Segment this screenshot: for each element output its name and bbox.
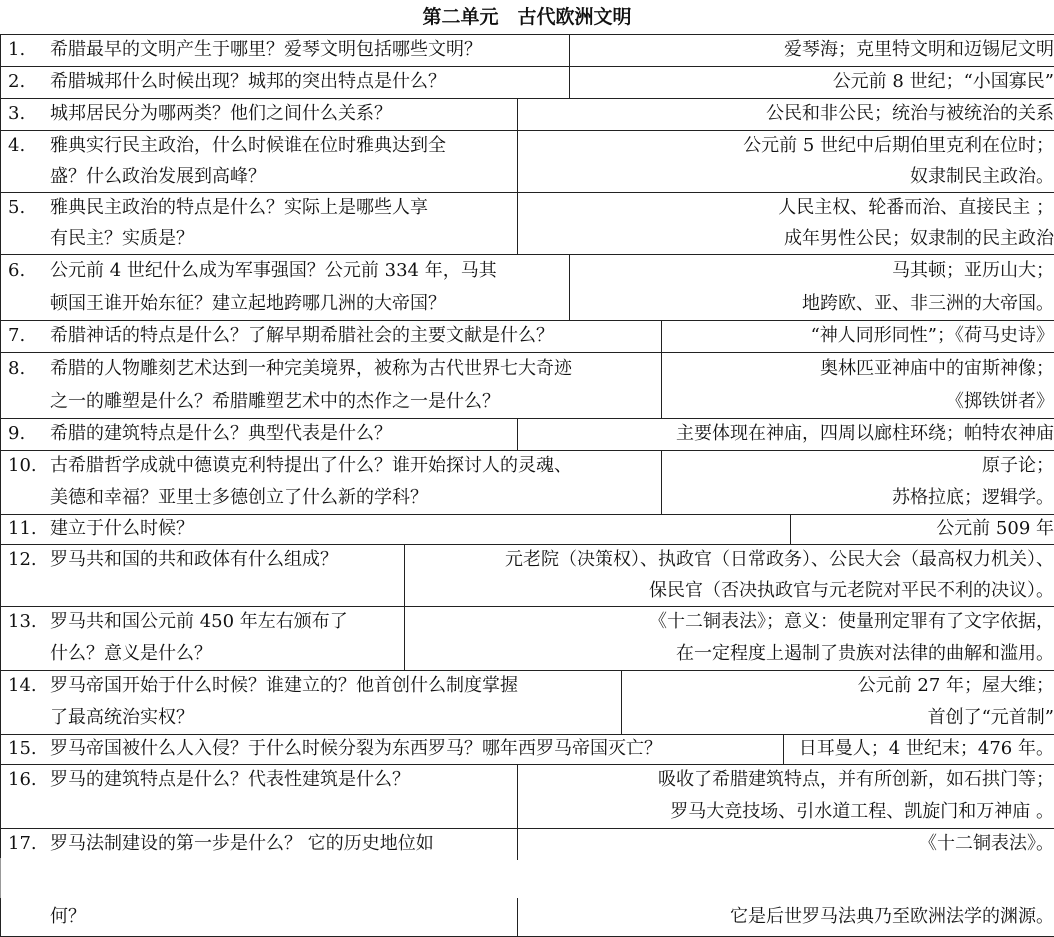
answer-text: 元老院（决策权）、执政官（日常政务）、公民大会（最高权力机关）、	[505, 549, 1054, 570]
answer-text: 马其顿；亚历山大；	[892, 260, 1054, 281]
column-border	[661, 352, 662, 418]
column-border	[517, 98, 518, 130]
column-border	[517, 828, 518, 860]
column-border	[0, 98, 1, 130]
question-text: 希腊的人物雕刻艺术达到一种完美境界，被称为古代世界七大奇迹	[50, 358, 572, 379]
answer-text: 原子论；	[982, 455, 1054, 476]
answer-text: 地跨欧、亚、非三洲的大帝国。	[802, 293, 1054, 314]
answer-text: 公元前 27 年；屋大维；	[857, 675, 1054, 696]
question-text: 公元前 4 世纪什么成为军事强国？公元前 334 年，马其	[50, 260, 497, 281]
question-text: 什么？意义是什么？	[50, 643, 212, 664]
answer-text: 保民官（否决执政官与元老院对平民不利的决议）。	[649, 580, 1054, 601]
question-text: 希腊城邦什么时候出现？城邦的突出特点是什么？	[50, 71, 446, 92]
answer-text: 公元前 509 年	[936, 518, 1054, 539]
column-border	[0, 66, 1, 98]
column-border	[517, 130, 518, 192]
question-text: 城邦居民分为哪两类？他们之间什么关系？	[50, 103, 392, 124]
column-border	[569, 66, 570, 98]
question-text: 盛？什么政治发展到高峰？	[50, 166, 266, 187]
column-border	[0, 606, 1, 670]
answer-text: 爱琴海；克里特文明和迈锡尼文明	[784, 39, 1054, 60]
question-text: 美德和幸福？亚里士多德创立了什么新的学科？	[50, 487, 428, 508]
question-text: 希腊神话的特点是什么？了解早期希腊社会的主要文献是什么？	[50, 325, 554, 346]
row-number: 12.	[8, 549, 37, 570]
column-border	[661, 320, 662, 352]
question-text: 古希腊哲学成就中德谟克利特提出了什么？谁开始探讨人的灵魂、	[50, 455, 572, 476]
column-border	[0, 130, 1, 192]
row-number: 9.	[8, 423, 26, 444]
answer-text: 日耳曼人；4 世纪末；476 年。	[798, 738, 1054, 759]
column-border	[0, 418, 1, 450]
question-text: 雅典民主政治的特点是什么？实际上是哪些人享	[50, 197, 428, 218]
column-border	[0, 670, 1, 734]
page-break-marker	[0, 858, 9, 898]
row-number: 10.	[8, 455, 37, 476]
row-number: 14.	[8, 675, 37, 696]
row-number: 1.	[8, 39, 26, 60]
row-number: 8.	[8, 358, 26, 379]
column-border	[0, 352, 1, 418]
column-border	[0, 34, 1, 66]
row-number: 3.	[8, 103, 26, 124]
question-text: 罗马帝国开始于什么时候？谁建立的？他首创什么制度掌握	[50, 675, 518, 696]
column-border	[0, 734, 1, 764]
question-text: 罗马法制建设的第一步是什么？ 它的历史地位如	[50, 833, 434, 854]
question-text: 有民主？实质是？	[50, 228, 194, 249]
question-text: 罗马帝国被什么人入侵？于什么时候分裂为东西罗马？哪年西罗马帝国灭亡？	[50, 738, 662, 759]
answer-text: 公元前 5 世纪中后期伯里克利在位时；	[743, 135, 1054, 156]
column-border	[0, 544, 1, 606]
row-number: 6.	[8, 260, 26, 281]
question-text: 顿国王谁开始东征？建立起地跨哪几洲的大帝国？	[50, 293, 446, 314]
column-border	[0, 764, 1, 828]
answer-text: 《掷铁饼者》	[946, 391, 1054, 412]
page-break	[0, 860, 1054, 898]
column-border	[0, 898, 1, 936]
column-border	[569, 34, 570, 66]
row-number: 11.	[8, 518, 37, 539]
row-number: 16.	[8, 769, 37, 790]
column-border	[517, 192, 518, 254]
column-border	[0, 828, 1, 860]
row-number: 5.	[8, 197, 26, 218]
column-border	[0, 514, 1, 544]
answer-text: 在一定程度上遏制了贵族对法律的曲解和滥用。	[676, 643, 1054, 664]
answer-text: 吸收了希腊建筑特点，并有所创新，如石拱门等；	[658, 769, 1054, 790]
answer-text: 《十二铜表法》；意义：使量刑定罪有了文字依据，	[649, 611, 1054, 632]
column-border	[790, 514, 791, 544]
column-border	[783, 734, 784, 764]
column-border	[404, 606, 405, 670]
column-border	[0, 192, 1, 254]
row-number: 7.	[8, 325, 26, 346]
question-text: 希腊最早的文明产生于哪里？爱琴文明包括哪些文明？	[50, 39, 482, 60]
answer-text: 公元前 8 世纪；“小国寡民”	[832, 71, 1054, 92]
column-border	[517, 898, 518, 936]
question-text: 何？	[50, 906, 86, 927]
row-number: 17.	[8, 833, 37, 854]
column-border	[517, 418, 518, 450]
question-text: 雅典实行民主政治，什么时候谁在位时雅典达到全	[50, 135, 446, 156]
row-number: 15.	[8, 738, 37, 759]
question-text: 希腊的建筑特点是什么？典型代表是什么？	[50, 423, 392, 444]
unit-title: 第二单元 古代欧洲文明	[422, 6, 632, 28]
question-text: 罗马共和国公元前 450 年左右颁布了	[50, 611, 348, 632]
answer-text: 成年男性公民；奴隶制的民主政治	[784, 228, 1054, 249]
column-border	[517, 764, 518, 828]
column-border	[0, 254, 1, 320]
answer-text: 主要体现在神庙，四周以廊柱环绕；帕特农神庙	[676, 423, 1054, 444]
column-border	[404, 544, 405, 606]
answer-text: 人民主权、轮番而治、直接民主 ；	[778, 197, 1054, 218]
question-text: 罗马共和国的共和政体有什么组成？	[50, 549, 338, 570]
row-number: 2.	[8, 71, 26, 92]
answer-text: 奥林匹亚神庙中的宙斯神像；	[820, 358, 1054, 379]
answer-text: 苏格拉底；逻辑学。	[892, 487, 1054, 508]
question-text: 建立于什么时候？	[50, 518, 194, 539]
answer-text: 《十二铜表法》。	[919, 833, 1054, 854]
column-border	[0, 320, 1, 352]
answer-text: 首创了“元首制”	[927, 707, 1054, 728]
row-number: 4.	[8, 135, 26, 156]
question-text: 了最高统治实权？	[50, 707, 194, 728]
answer-text: 公民和非公民；统治与被统治的关系	[766, 103, 1054, 124]
row-number: 13.	[8, 611, 37, 632]
question-text: 罗马的建筑特点是什么？代表性建筑是什么？	[50, 769, 410, 790]
question-text: 之一的雕塑是什么？希腊雕塑艺术中的杰作之一是什么？	[50, 391, 500, 412]
column-border	[569, 254, 570, 320]
answer-text: 罗马大竞技场、引水道工程、凯旋门和万神庙 。	[670, 801, 1054, 822]
answer-text: “神人同形同性”；《荷马史诗》	[810, 325, 1054, 346]
column-border	[0, 450, 1, 514]
column-border	[621, 670, 622, 734]
answer-text: 它是后世罗马法典乃至欧洲法学的渊源。	[730, 906, 1054, 927]
answer-text: 奴隶制民主政治。	[910, 166, 1054, 187]
column-border	[661, 450, 662, 514]
